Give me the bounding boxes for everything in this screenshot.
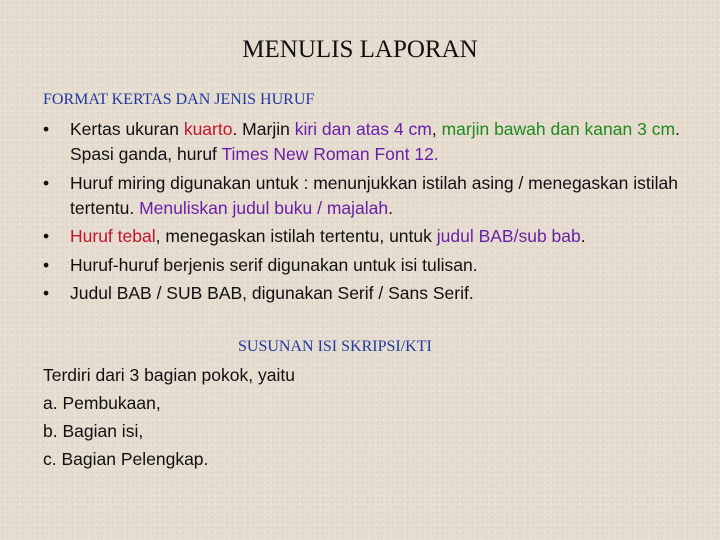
bullet-text-segment: Judul BAB / SUB BAB, digunakan Serif / Sans Serif. <box>70 283 474 303</box>
bullet-marker: • <box>43 226 50 246</box>
bullet-text-segment: , menegaskan istilah tertentu, untuk <box>155 226 437 246</box>
bullet-marker: • <box>43 172 50 193</box>
content-line: c. Bagian Pelengkap. <box>43 449 209 469</box>
bullet-text-segment: , <box>431 119 442 139</box>
content-line: Terdiri dari 3 bagian pokok, yaitu <box>43 365 295 385</box>
bullet-text-segment: . Marjin <box>232 119 295 139</box>
bullet-text-segment: judul BAB/sub bab <box>436 226 581 246</box>
section-heading-susunan: SUSUNAN ISI SKRIPSI/KTI <box>238 338 432 355</box>
bullet-text-segment: . Spasi ganda, huruf <box>70 119 680 164</box>
bullet-text-segment: kuarto <box>183 119 233 139</box>
bullet-text-segment: Times New Roman Font 12. <box>221 144 439 164</box>
bullet-item <box>43 253 693 278</box>
bullet-text-segment: Huruf-huruf berjenis serif digunakan untuk isi tulisan. <box>70 254 478 275</box>
bullet-item <box>43 117 693 167</box>
bullet-marker: • <box>43 254 50 275</box>
bullet-text-segment: Kertas ukuran <box>70 119 184 139</box>
bullet-item <box>43 281 693 306</box>
bullet-marker: • <box>43 119 50 139</box>
bullet-item <box>43 171 693 221</box>
bullet-item <box>43 224 693 249</box>
content-lines <box>43 361 693 473</box>
bullet-text-segment: marjin bawah dan kanan 3 cm <box>441 119 676 139</box>
bullet-text-segment: Menuliskan judul buku / majalah <box>139 197 389 218</box>
bullet-text-segment: . <box>388 197 393 218</box>
content-line: b. Bagian isi, <box>43 421 144 441</box>
bullet-list <box>43 117 693 310</box>
bullet-text-segment: kiri dan atas 4 cm <box>294 119 432 139</box>
bullet-text-segment: . <box>580 226 586 246</box>
bullet-text-segment: Huruf miring digunakan untuk : menunjukkan istilah asing / menegaskan istilah tertentu. <box>70 172 678 218</box>
bullet-text-segment: Huruf tebal <box>70 226 156 246</box>
content-line: a. Pembukaan, <box>43 393 161 413</box>
section-heading-format: FORMAT KERTAS DAN JENIS HURUF <box>43 91 315 108</box>
slide-title: MENULIS LAPORAN <box>242 36 478 63</box>
bullet-marker: • <box>43 283 50 303</box>
